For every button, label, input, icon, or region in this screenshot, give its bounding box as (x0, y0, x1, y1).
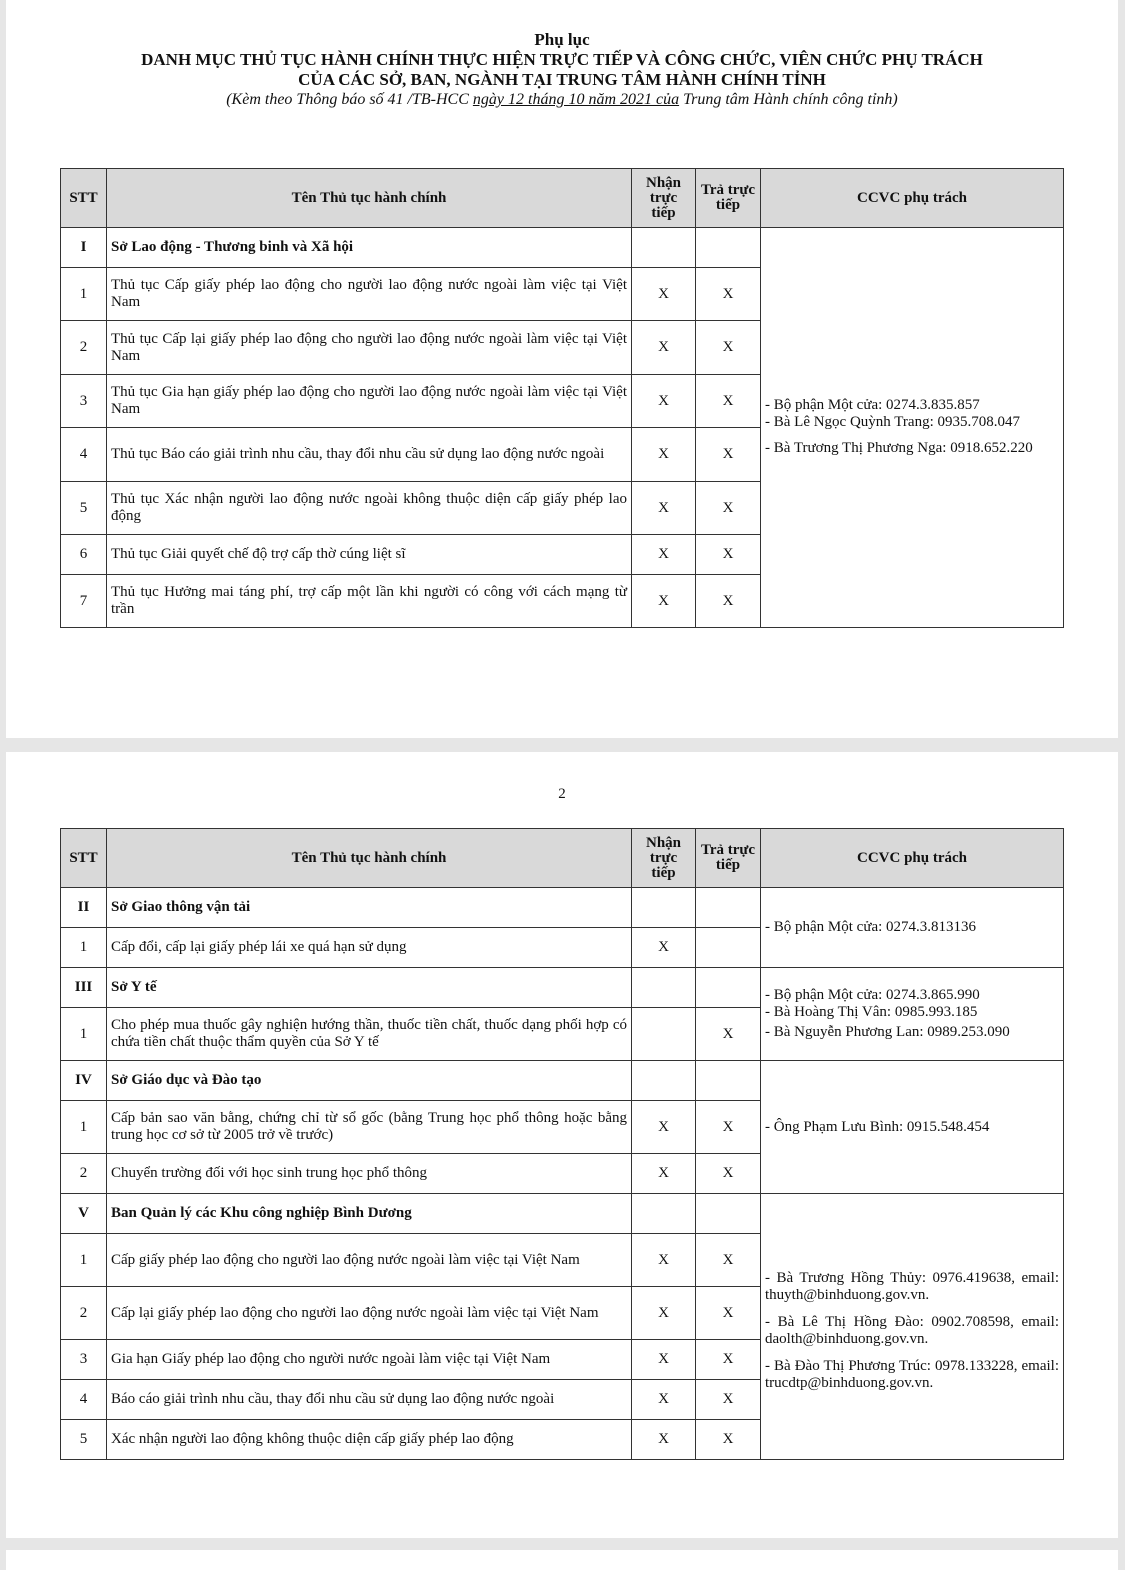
ccvc-contacts (761, 888, 1064, 968)
section-name: Sở Lao động - Thương binh và Xã hội (107, 228, 632, 268)
row-receive: X (632, 1380, 696, 1420)
ccvc-contacts (761, 1194, 1064, 1460)
row-receive: X (632, 321, 696, 375)
row-return: X (696, 268, 761, 321)
row-stt: 2 (61, 321, 107, 375)
row-receive: X (632, 1234, 696, 1287)
row-return: X (696, 375, 761, 428)
ccvc-line: - Ông Phạm Lưu Bình: 0915.548.454 (765, 1118, 990, 1135)
section-row (61, 1194, 1064, 1234)
row-stt: 5 (61, 1420, 107, 1460)
col-header-ccvc: CCVC phụ trách (761, 169, 1064, 228)
ccvc-line: - Bà Nguyễn Phương Lan: 0989.253.090 (765, 1024, 1010, 1040)
row-stt: 1 (61, 1101, 107, 1154)
row-stt: 5 (61, 482, 107, 535)
header-heading-line-2: CỦA CÁC SỞ, BAN, NGÀNH TẠI TRUNG TÂM HÀNH CHÍNH TỈNH (298, 70, 826, 89)
section-row (61, 1061, 1064, 1101)
section-row (61, 228, 1064, 268)
ccvc-line: - Bà Trương Thị Phương Nga: 0918.652.220 (765, 439, 1033, 456)
row-name: Gia hạn Giấy phép lao động cho người nước ngoài làm việc tại Việt Nam (107, 1340, 632, 1380)
page-number: 2 (558, 786, 566, 802)
row-receive (632, 1008, 696, 1061)
col-header-receive: Nhận trực tiếp (632, 169, 696, 228)
ccvc-contacts (761, 1061, 1064, 1194)
row-name: Thủ tục Giải quyết chế độ trợ cấp thờ cúng liệt sĩ (107, 535, 632, 575)
document-page-3-edge (6, 1550, 1118, 1570)
ccvc-line: - Bộ phận Một cửa: 0274.3.813136 (765, 919, 977, 935)
ccvc-line: - Bà Trương Hồng Thủy: 0976.419638, email: thuyth@binhduong.gov.vn. (765, 1269, 1059, 1303)
row-name: Cấp giấy phép lao động cho người lao động nước ngoài làm việc tại Việt Nam (107, 1234, 632, 1287)
subtitle-part-1: (Kèm theo Thông báo số 41 /TB-HCC (226, 91, 469, 108)
row-name: Cấp lại giấy phép lao động cho người lao động nước ngoài làm việc tại Việt Nam (107, 1287, 632, 1340)
section-stt: IV (61, 1061, 107, 1101)
row-name: Cấp đổi, cấp lại giấy phép lái xe quá hạn sử dụng (107, 928, 632, 968)
row-return: X (696, 1420, 761, 1460)
section-row (61, 968, 1064, 1008)
row-receive: X (632, 928, 696, 968)
col-header-ccvc: CCVC phụ trách (761, 829, 1064, 888)
header-title: Phụ lục (534, 30, 590, 49)
row-stt: 1 (61, 1008, 107, 1061)
row-name: Thủ tục Cấp giấy phép lao động cho người lao động nước ngoài làm việc tại Việt Nam (107, 268, 632, 321)
row-receive: X (632, 1154, 696, 1194)
section-stt: I (61, 228, 107, 268)
row-name: Báo cáo giải trình nhu cầu, thay đổi nhu cầu sử dụng lao động nước ngoài (107, 1380, 632, 1420)
row-receive: X (632, 268, 696, 321)
row-return: X (696, 1101, 761, 1154)
section-stt: II (61, 888, 107, 928)
section-stt: V (61, 1194, 107, 1234)
row-name: Thủ tục Báo cáo giải trình nhu cầu, thay đổi nhu cầu sử dụng lao động nước ngoài (107, 428, 632, 482)
col-header-return: Trả trực tiếp (696, 829, 761, 888)
col-header-name: Tên Thủ tục hành chính (107, 829, 632, 888)
procedure-table-page-1 (60, 168, 1064, 628)
ccvc-line: - Bộ phận Một cửa: 0274.3.865.990 (765, 987, 980, 1003)
row-name: Cấp bản sao văn bằng, chứng chỉ từ sổ gốc (bằng Trung học phổ thông hoặc bằng trung học cơ sở từ 2005 trở về trước) (107, 1101, 632, 1154)
col-header-stt: STT (61, 829, 107, 888)
row-return: X (696, 1008, 761, 1061)
row-stt: 1 (61, 1234, 107, 1287)
document-page-2 (6, 752, 1118, 1538)
col-header-receive: Nhận trực tiếp (632, 829, 696, 888)
row-name: Thủ tục Gia hạn giấy phép lao động cho người lao động nước ngoài làm việc tại Việt Nam (107, 375, 632, 428)
row-receive: X (632, 1420, 696, 1460)
row-stt: 4 (61, 428, 107, 482)
row-stt: 6 (61, 535, 107, 575)
col-header-return: Trả trực tiếp (696, 169, 761, 228)
row-stt: 1 (61, 268, 107, 321)
row-name: Xác nhận người lao động không thuộc diện cấp giấy phép lao động (107, 1420, 632, 1460)
row-return: X (696, 321, 761, 375)
row-receive: X (632, 535, 696, 575)
row-receive: X (632, 482, 696, 535)
row-receive: X (632, 1287, 696, 1340)
row-return: X (696, 428, 761, 482)
row-stt: 1 (61, 928, 107, 968)
row-return: X (696, 1234, 761, 1287)
document-page-1 (6, 0, 1118, 738)
ccvc-line: - Bà Lê Ngọc Quỳnh Trang: 0935.708.047 (765, 413, 1020, 430)
row-name: Thủ tục Cấp lại giấy phép lao động cho người lao động nước ngoài làm việc tại Việt Nam (107, 321, 632, 375)
procedure-table-page-2 (60, 828, 1064, 1460)
row-name: Chuyển trường đối với học sinh trung học phổ thông (107, 1154, 632, 1194)
row-receive: X (632, 1101, 696, 1154)
row-return: X (696, 1340, 761, 1380)
row-stt: 3 (61, 375, 107, 428)
section-row (61, 888, 1064, 928)
row-stt: 7 (61, 575, 107, 628)
row-receive: X (632, 375, 696, 428)
row-return: X (696, 535, 761, 575)
section-name: Sở Giao thông vận tải (107, 888, 632, 928)
row-receive: X (632, 575, 696, 628)
ccvc-line: - Bà Lê Thị Hồng Đào: 0902.708598, email: daolth@binhduong.gov.vn. (765, 1313, 1059, 1347)
header-subtitle (6, 90, 1118, 110)
row-receive: X (632, 428, 696, 482)
row-return: X (696, 575, 761, 628)
row-stt: 3 (61, 1340, 107, 1380)
document-header (6, 30, 1118, 110)
row-return: X (696, 1380, 761, 1420)
row-return: X (696, 1287, 761, 1340)
row-name: Thủ tục Hưởng mai táng phí, trợ cấp một lần khi người có công với cách mạng từ trần (107, 575, 632, 628)
section-name: Ban Quản lý các Khu công nghiệp Bình Dương (107, 1194, 632, 1234)
ccvc-line: - Bà Đào Thị Phương Trúc: 0978.133228, email: trucdtp@binhduong.gov.vn. (765, 1357, 1059, 1391)
row-stt: 2 (61, 1287, 107, 1340)
col-header-stt: STT (61, 169, 107, 228)
header-heading-line-1: DANH MỤC THỦ TỤC HÀNH CHÍNH THỰC HIỆN TRỰC TIẾP VÀ CÔNG CHỨC, VIÊN CHỨC PHỤ TRÁCH (141, 50, 983, 69)
row-return (696, 928, 761, 968)
ccvc-line: - Bộ phận Một cửa: 0274.3.835.857 (765, 396, 980, 413)
col-header-name: Tên Thủ tục hành chính (107, 169, 632, 228)
row-receive: X (632, 1340, 696, 1380)
row-stt: 2 (61, 1154, 107, 1194)
ccvc-contacts (761, 228, 1064, 628)
ccvc-contacts (761, 968, 1064, 1061)
section-name: Sở Y tế (107, 968, 632, 1008)
row-stt: 4 (61, 1380, 107, 1420)
row-return: X (696, 1154, 761, 1194)
section-stt: III (61, 968, 107, 1008)
row-return: X (696, 482, 761, 535)
subtitle-part-3: Trung tâm Hành chính công tỉnh) (683, 91, 898, 108)
row-name: Cho phép mua thuốc gây nghiện hướng thần, thuốc tiền chất, thuốc dạng phối hợp có chứa tiền chất thuộc thẩm quyền của Sở Y tế (107, 1008, 632, 1061)
subtitle-part-2: ngày 12 tháng 10 năm 2021 của (472, 91, 680, 108)
ccvc-line: - Bà Hoàng Thị Vân: 0985.993.185 (765, 1004, 978, 1020)
section-name: Sở Giáo dục và Đào tạo (107, 1061, 632, 1101)
row-name: Thủ tục Xác nhận người lao động nước ngoài không thuộc diện cấp giấy phép lao động (107, 482, 632, 535)
